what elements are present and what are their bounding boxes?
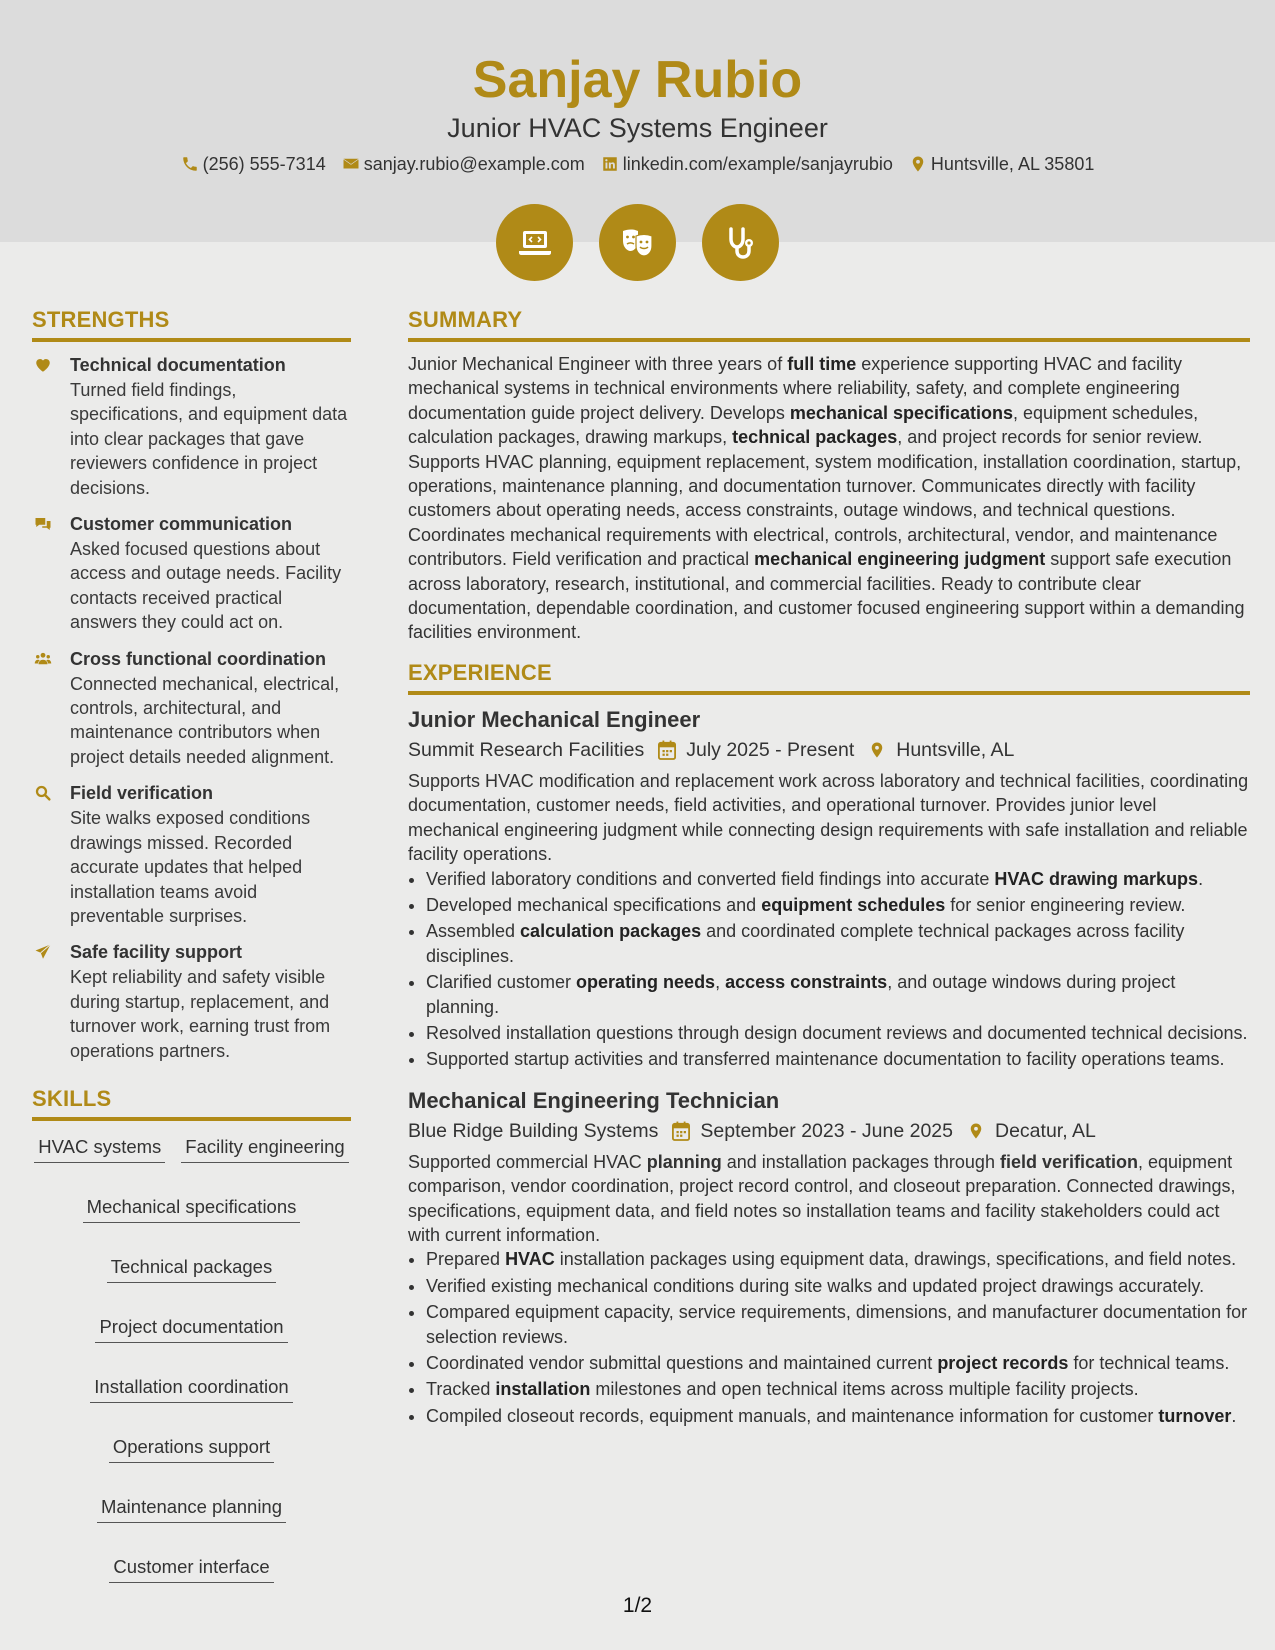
job-bullet (426, 893, 1250, 917)
skill-tag: HVAC systems (34, 1135, 165, 1163)
map-pin-icon (909, 155, 927, 173)
text-segment: support safe execution across laboratory, research, institutional, and commercial facilities. Ready to contribute clear documentation, dependable coordination, and customer focused engineering support within a demanding facilities environment. (408, 549, 1245, 643)
bold-text: full time (787, 354, 857, 374)
strength-title: Technical documentation (70, 355, 286, 375)
text-segment: Prepared (426, 1249, 506, 1270)
bold-text: technical packages (732, 427, 898, 448)
text-segment: Verified existing mechanical conditions during site walks and updated project drawings accurately. (426, 1275, 1205, 1296)
strength-desc: Site walks exposed conditions drawings missed. Recorded accurate updates that helped installation teams avoid preventable surprises. (70, 808, 311, 926)
bold-text: access constraints (725, 972, 888, 993)
job-bullets (408, 867, 1250, 1072)
job-bullet (426, 1404, 1250, 1428)
job-bullet (426, 1274, 1250, 1298)
strength-title: Cross functional coordination (70, 648, 327, 669)
calendar-icon (672, 1121, 690, 1141)
job-bullet (426, 1047, 1250, 1071)
job-meta (408, 735, 1250, 765)
strength-desc: Connected mechanical, electrical, controls, architectural, and maintenance contributors when project details needed alignment. (70, 673, 340, 767)
strength-body (70, 511, 351, 635)
strength-body (70, 939, 351, 1063)
text-segment: , and outage windows during project planning. (426, 972, 1176, 1017)
text-segment: for senior engineering review. (945, 894, 1186, 915)
experience-list (408, 705, 1250, 1428)
text-segment: and installation packages through (721, 1151, 1000, 1172)
strength-title: Safe facility support (70, 942, 243, 963)
email-text[interactable]: sanjay.rubio@example.com (363, 154, 585, 174)
text-segment: Supported startup activities and transferred maintenance documentation to facility operations teams. (426, 1049, 1225, 1070)
strength-title: Field verification (70, 783, 214, 804)
bold-text: mechanical specifications (789, 402, 1013, 423)
text-segment: and coordinated complete technical packages across facility disciplines. (426, 921, 1185, 966)
strength-desc: Turned field findings, specifications, and equipment data into clear packages that gave reviewers confidence in project decisions. (70, 380, 348, 498)
location-text: Huntsville, AL 35801 (930, 154, 1095, 174)
contact-linkedin[interactable] (601, 151, 893, 177)
skill-tag: Technical packages (107, 1255, 276, 1283)
bold-text: field verification (999, 1151, 1139, 1172)
users-icon (32, 650, 54, 668)
skill-tag: Installation coordination (90, 1375, 292, 1403)
text-segment: . (1198, 868, 1204, 889)
job-title: Mechanical Engineering Technician (408, 1087, 780, 1113)
summary-text (408, 352, 1250, 645)
job-description (408, 769, 1250, 867)
contact-bar (0, 151, 1275, 177)
chat-bubbles-icon (32, 515, 54, 533)
job-description (408, 1150, 1250, 1248)
bold-text: calculation packages (520, 921, 702, 942)
strengths-list (32, 352, 351, 1063)
job-dates: July 2025 - Present (686, 738, 855, 761)
badge-row (0, 204, 1275, 281)
chat-bubbles-icon (32, 511, 70, 635)
skill-tag: Mechanical specifications (83, 1195, 301, 1223)
text-segment: , equipment comparison, vendor coordination, project record control, and closeout preparation. Connected drawings, specifications, equipment data, and field notes so installation teams and facility stakeholders could act with current information. (408, 1151, 1236, 1245)
text-segment: Tracked (426, 1379, 496, 1400)
bold-text: project records (937, 1353, 1069, 1373)
linkedin-icon (601, 155, 619, 173)
text-segment: Coordinated vendor submittal questions and maintained current (426, 1353, 938, 1373)
bold-text: mechanical engineering judgment (754, 549, 1046, 570)
text-segment: Compared equipment capacity, service requirements, dimensions, and manufacturer documentation for selection reviews. (426, 1302, 1248, 1347)
strength-desc: Asked focused questions about access and outage needs. Facility contacts received practical answers they could act on. (70, 539, 342, 633)
job-bullet (426, 1021, 1250, 1045)
job-bullet (426, 1300, 1250, 1349)
text-segment: experience supporting HVAC and facility mechanical systems in technical environments where reliability, safety, and complete engineering documentation guide project delivery. Develops (408, 354, 1183, 423)
linkedin-text[interactable]: linkedin.com/example/sanjayrubio (622, 154, 893, 174)
bold-text: HVAC (505, 1249, 555, 1270)
text-segment: for technical teams. (1068, 1353, 1230, 1373)
paper-plane-icon (32, 943, 54, 961)
laptop-code-icon (515, 223, 555, 263)
bold-text: operating needs (576, 972, 716, 993)
job-entry (408, 1086, 1250, 1428)
skills-list (32, 1135, 351, 1583)
map-pin-icon (967, 1121, 985, 1141)
job-company: Blue Ridge Building Systems (408, 1119, 659, 1142)
text-segment: Clarified customer (426, 972, 577, 993)
job-bullet (426, 919, 1250, 968)
strength-item (32, 646, 351, 770)
strengths-heading: STRENGTHS (32, 306, 351, 342)
strength-item (32, 939, 351, 1063)
job-meta (408, 1116, 1250, 1146)
text-segment: , (715, 972, 726, 993)
heart-icon (32, 356, 54, 374)
skill-tag: Maintenance planning (97, 1495, 286, 1523)
experience-heading: EXPERIENCE (408, 659, 1250, 695)
text-segment: Resolved installation questions through design document reviews and documented technical decisions. (426, 1022, 1248, 1043)
users-icon (32, 646, 70, 770)
job-bullet (426, 1247, 1250, 1271)
phone-icon (181, 155, 199, 173)
text-segment: Compiled closeout records, equipment manuals, and maintenance information for customer (426, 1405, 1159, 1426)
strength-body (70, 352, 351, 500)
strength-item (32, 511, 351, 635)
badge-laptop (496, 204, 573, 281)
skill-tag: Operations support (109, 1435, 274, 1463)
strength-desc: Kept reliability and safety visible during startup, replacement, and turnover work, earning trust from operations partners. (70, 967, 331, 1061)
text-segment: , equipment schedules, calculation packages, drawing markups, (408, 402, 1199, 448)
phone-text: (256) 555-7314 (202, 154, 326, 174)
job-entry (408, 705, 1250, 1072)
bold-text: installation (495, 1379, 591, 1400)
search-icon (32, 784, 54, 802)
candidate-name: Sanjay Rubio (472, 51, 803, 109)
text-segment: installation packages using equipment data, drawings, specifications, and field notes. (554, 1249, 1237, 1270)
text-segment: Supported commercial HVAC (408, 1151, 647, 1172)
text-segment: Supports HVAC modification and replacement work across laboratory and technical facilities, coordinating documentation, customer needs, field activities, and operational turnover. Provides junior level mechanical engineering judgment while connecting design requirements with safe installation and reliable facility operations. (408, 770, 1249, 865)
job-location: Huntsville, AL (896, 738, 1015, 761)
skill-tag: Customer interface (109, 1555, 273, 1583)
strength-title: Customer communication (70, 514, 293, 535)
bold-text: HVAC drawing markups (994, 868, 1199, 889)
contact-phone (181, 151, 326, 177)
text-segment: , and project records for senior review. Supports HVAC planning, equipment replacement, system modification, installation coordination, startup, operations, maintenance planning, and documentation turnover. Communicates directly with facility customers about operating needs, access constraints, outage windows, and technical questions. Coordinates mechanical requirements with electrical, controls, architectural, vendor, and maintenance contributors. Field verification and practical (408, 427, 1242, 570)
job-bullet (426, 970, 1250, 1019)
summary-heading: SUMMARY (408, 306, 1250, 342)
calendar-icon (658, 740, 676, 760)
job-bullets (408, 1247, 1250, 1428)
text-segment: . (1231, 1405, 1237, 1426)
text-segment: milestones and open technical items across multiple facility projects. (590, 1379, 1139, 1400)
job-bullet (426, 867, 1250, 891)
strength-item (32, 780, 351, 928)
badge-masks (599, 204, 676, 281)
job-bullet (426, 1351, 1250, 1375)
text-segment: Junior Mechanical Engineer with three years of (408, 354, 788, 374)
paper-plane-icon (32, 939, 70, 1063)
contact-location (909, 151, 1094, 177)
envelope-icon (342, 155, 360, 173)
job-company: Summit Research Facilities (408, 738, 645, 761)
candidate-role: Junior HVAC Systems Engineer (447, 113, 828, 143)
strength-body (70, 646, 351, 770)
skill-tag: Facility engineering (181, 1135, 348, 1163)
strength-item (32, 352, 351, 500)
bold-text: planning (646, 1151, 722, 1172)
theater-masks-icon (618, 223, 658, 263)
search-icon (32, 780, 70, 928)
contact-email[interactable] (342, 151, 585, 177)
skills-heading: SKILLS (32, 1085, 351, 1121)
text-segment: Developed mechanical specifications and (426, 894, 762, 915)
job-title: Junior Mechanical Engineer (408, 706, 701, 732)
left-column (32, 306, 351, 1583)
skill-tag: Project documentation (95, 1315, 287, 1343)
badge-stethoscope (702, 204, 779, 281)
heart-icon (32, 352, 70, 500)
text-segment: Verified laboratory conditions and converted field findings into accurate (426, 868, 995, 889)
strength-body (70, 780, 351, 928)
map-pin-icon (868, 740, 886, 760)
bold-text: turnover (1158, 1405, 1232, 1426)
text-segment: Assembled (426, 921, 521, 942)
bold-text: equipment schedules (761, 894, 946, 915)
stethoscope-icon (721, 223, 761, 263)
right-column (408, 306, 1250, 1442)
job-location: Decatur, AL (995, 1119, 1096, 1142)
job-bullet (426, 1377, 1250, 1401)
page-number: 1/2 (622, 1594, 653, 1617)
job-dates: September 2023 - June 2025 (700, 1119, 953, 1142)
